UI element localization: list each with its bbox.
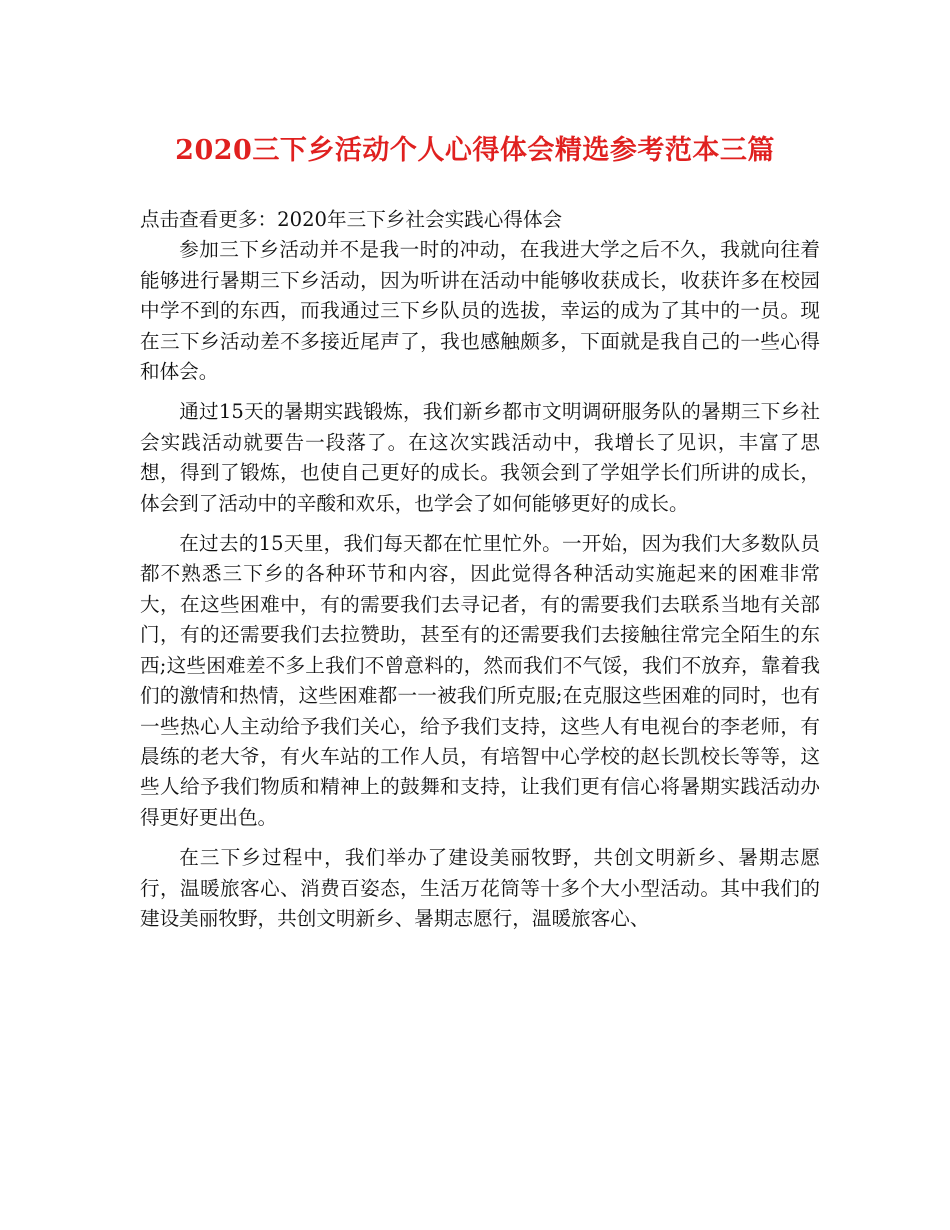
paragraph: 在三下乡过程中，我们举办了建设美丽牧野，共创文明新乡、暑期志愿行，温暖旅客心、消费百姿态，生活万花筒等十多个大小型活动。其中我们的建设美丽牧野，共创文明新乡、暑期志愿行，温暖旅客心、 <box>140 846 820 930</box>
document-title: 2020三下乡活动个人心得体会精选参考范本三篇 <box>175 135 775 166</box>
document-body <box>140 205 820 934</box>
more-link[interactable]: 点击查看更多：2020年三下乡社会实践心得体会 <box>140 208 563 231</box>
paragraph: 在过去的15天里，我们每天都在忙里忙外。一开始，因为我们大多数队员都不熟悉三下乡的各种环节和内容，因此觉得各种活动实施起来的困难非常大，在这些困难中，有的需要我们去寻记者，有的需要我们去联系当地有关部门，有的还需要我们去拉赞助，甚至有的还需要我们去接触往常完全陌生的东西;这些困难差不多上我们不曾意料的，然而我们不气馁，我们不放弃，靠着我们的激情和热情，这些困难都一一被我们所克服;在克服这些困难的同时，也有一些热心人主动给予我们关心，给予我们支持，这些人有电视台的李老师，有晨练的老大爷，有火车站的工作人员，有培智中心学校的赵长凯校长等等，这些人给予我们物质和精神上的鼓舞和支持，让我们更有信心将暑期实践活动办得更好更出色。 <box>140 532 820 829</box>
paragraph: 参加三下乡活动并不是我一时的冲动，在我进大学之后不久，我就向往着能够进行暑期三下乡活动，因为听讲在活动中能够收获成长，收获许多在校园中学不到的东西，而我通过三下乡队员的选拔，幸运的成为了其中的一员。现在三下乡活动差不多接近尾声了，我也感触颇多，下面就是我自己的一些心得和体会。 <box>140 238 820 384</box>
paragraph: 通过15天的暑期实践锻炼，我们新乡都市文明调研服务队的暑期三下乡社会实践活动就要告一段落了。在这次实践活动中，我增长了见识，丰富了思想，得到了锻炼，也使自己更好的成长。我领会到了学姐学长们所讲的成长，体会到了活动中的辛酸和欢乐，也学会了如何能够更好的成长。 <box>140 400 820 515</box>
